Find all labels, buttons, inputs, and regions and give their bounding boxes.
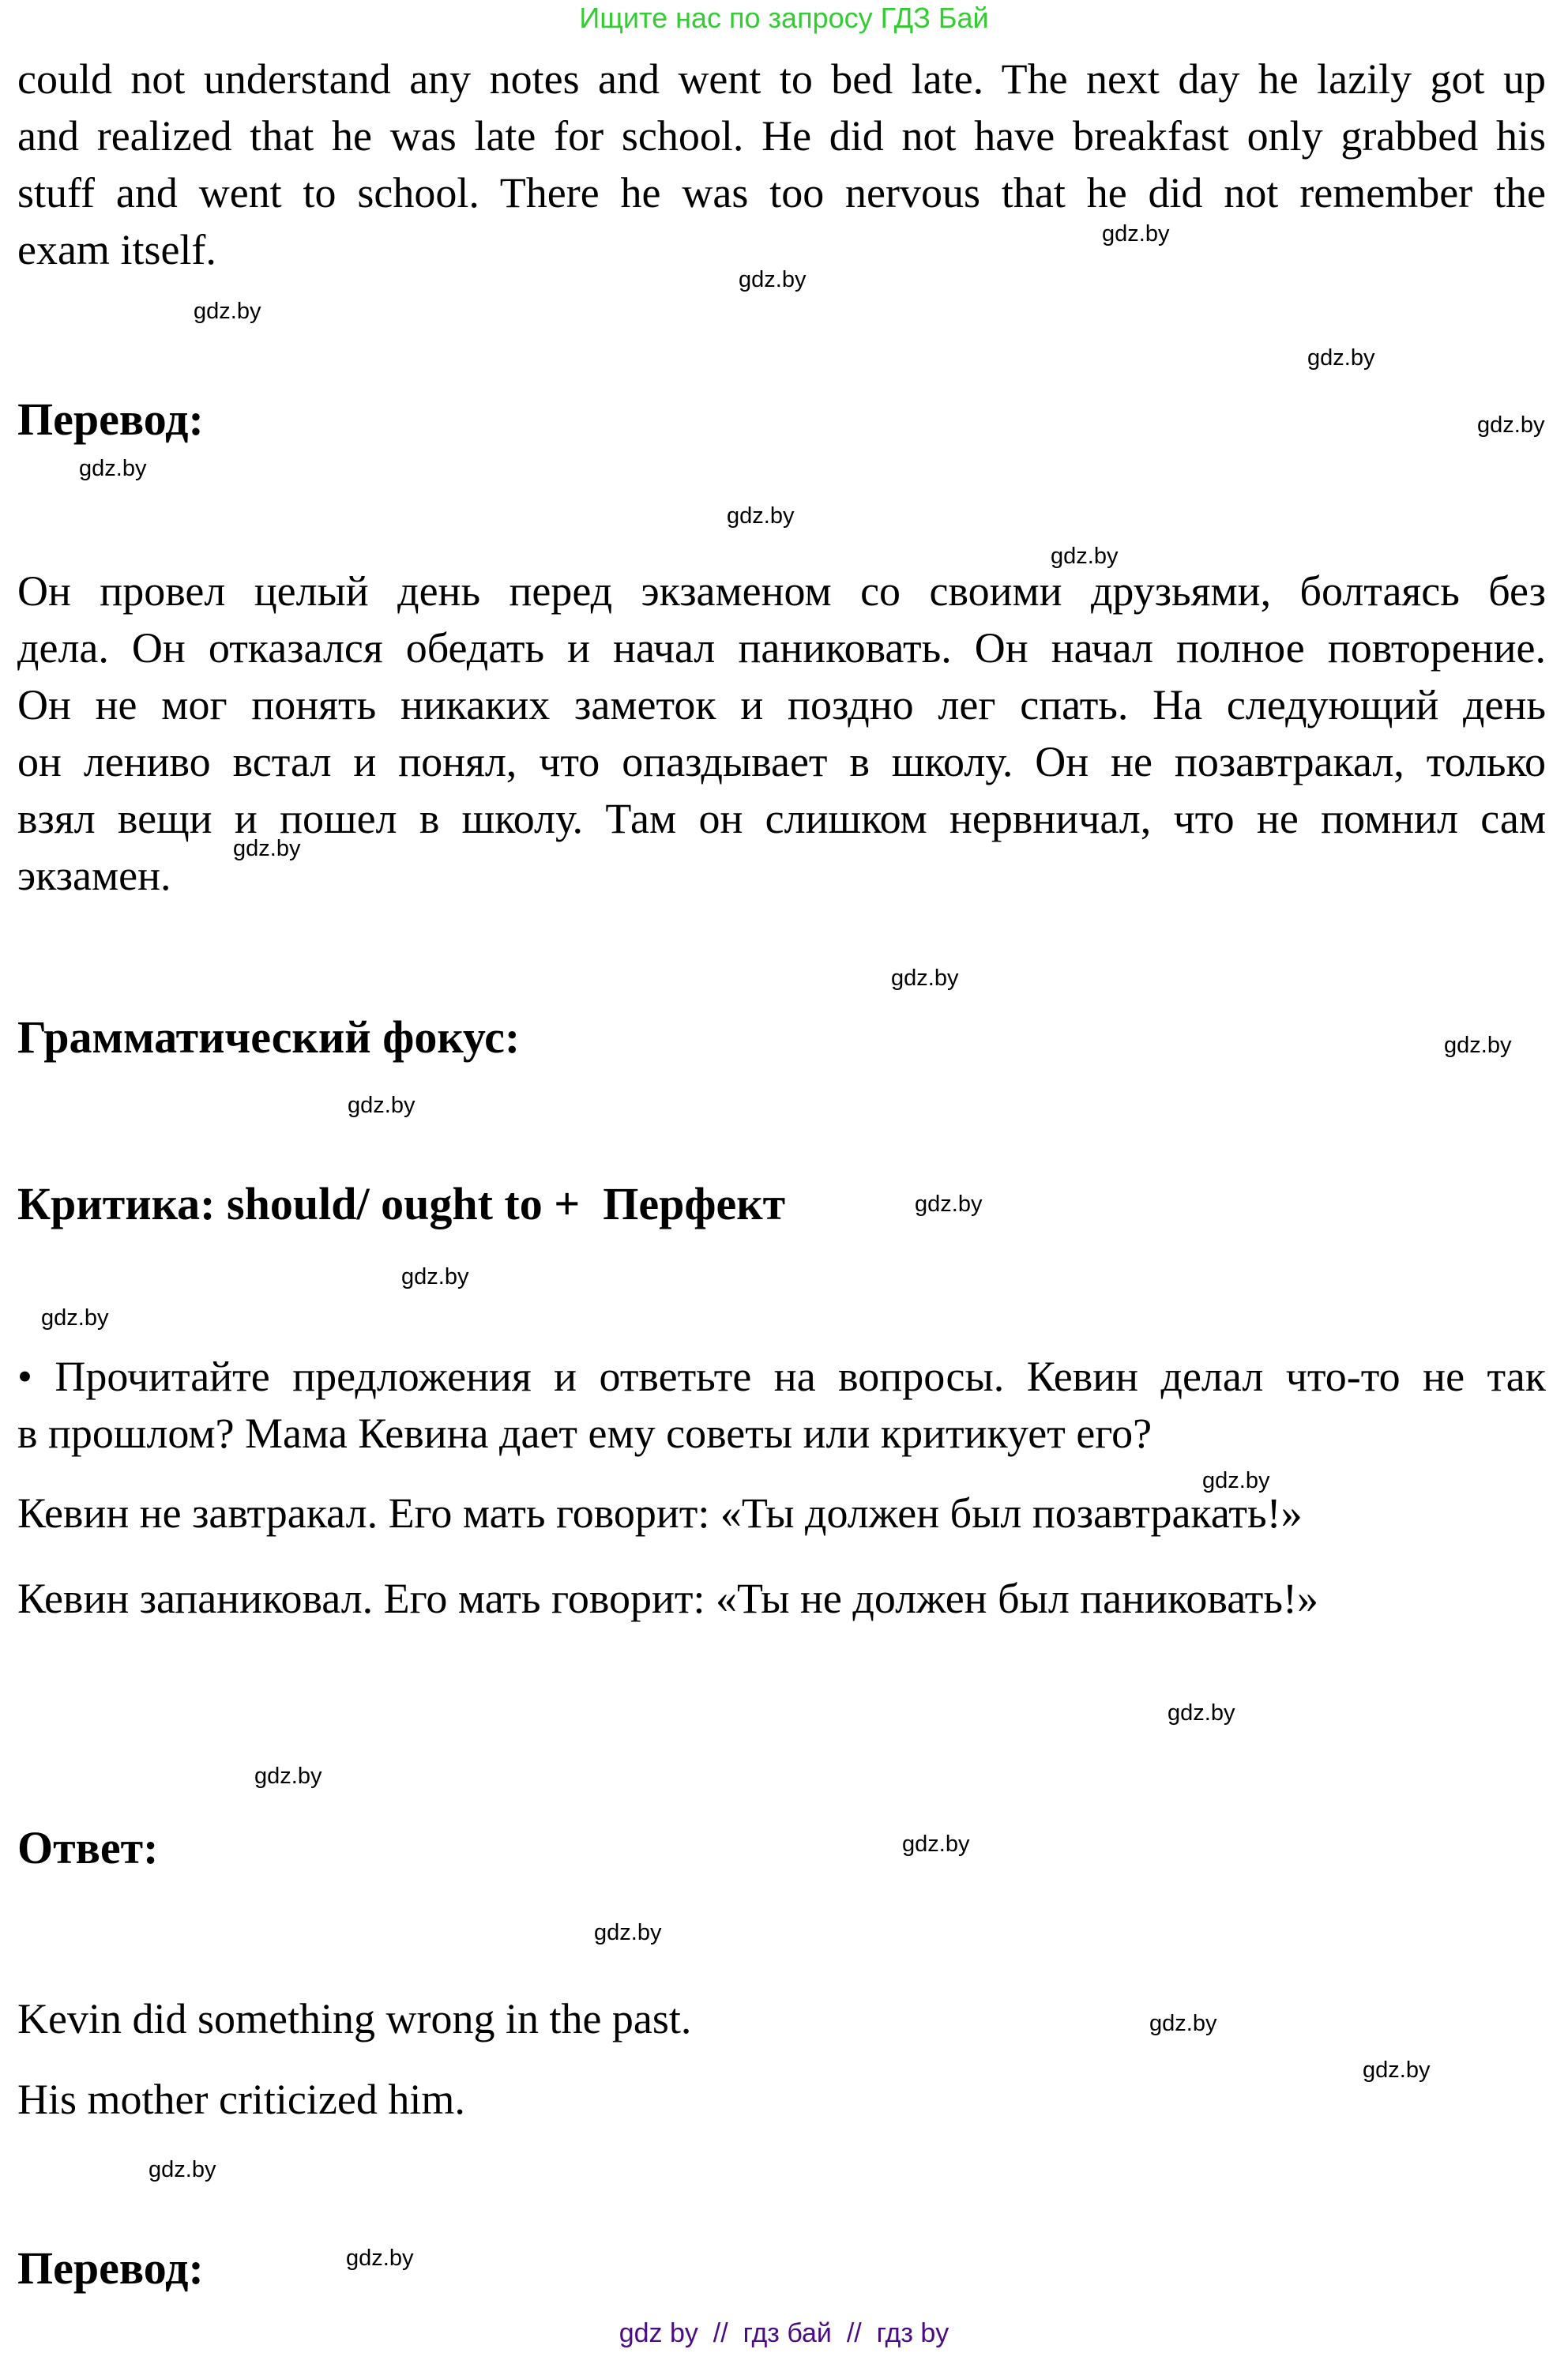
answer-heading: Ответ:	[17, 1822, 159, 1873]
gdz-watermark: gdz.by	[254, 1764, 322, 1789]
gdz-watermark: gdz.by	[1202, 1468, 1270, 1493]
gdz-watermark: gdz.by	[727, 503, 795, 529]
gdz-watermark: gdz.by	[1444, 1033, 1512, 1058]
gdz-watermark: gdz.by	[79, 456, 147, 481]
gdz-watermark: gdz.by	[149, 2157, 216, 2182]
gdz-watermark: gdz.by	[915, 1192, 983, 1217]
text-line: Он не мог понять никаких заметок и поздно лег спать. На следующий день	[17, 681, 1546, 728]
english-paragraph	[17, 51, 1546, 278]
gdz-watermark: gdz.by	[401, 1264, 469, 1289]
text-line: stuff and went to school. There he was too nervous that he did not remember the	[17, 169, 1546, 216]
translation-heading-1: Перевод:	[17, 393, 204, 445]
answer-line-2: His mother criticized him.	[17, 2076, 465, 2123]
text-line: • Прочитайте предложения и ответьте на вопросы. Кевин делал что-то не так	[17, 1353, 1546, 1400]
gdz-watermark: gdz.by	[1307, 345, 1375, 371]
text-line: он лениво встал и понял, что опаздывает в школу. Он не позавтракал, только	[17, 738, 1546, 785]
task-instruction-paragraph	[17, 1348, 1546, 1462]
gdz-watermark: gdz.by	[233, 836, 301, 861]
text-line: дела. Он отказался обедать и начал паниковать. Он начал полное повторение.	[17, 624, 1546, 672]
grammar-focus-heading: Грамматический фокус:	[17, 1011, 521, 1063]
gdz-watermark: gdz.by	[594, 1920, 662, 1945]
site-footer: gdz by // гдз бай // гдз by	[619, 2318, 949, 2348]
translation-heading-2: Перевод:	[17, 2242, 204, 2294]
gdz-watermark: gdz.by	[902, 1832, 970, 1857]
gdz-watermark: gdz.by	[41, 1305, 109, 1331]
gdz-watermark: gdz.by	[1102, 221, 1170, 247]
text-line: exam itself.	[17, 226, 216, 273]
answer-line-1: Kevin did something wrong in the past.	[17, 1995, 692, 2042]
text-line: Он провел целый день перед экзаменом со своими друзьями, болтаясь без	[17, 567, 1546, 615]
gdz-watermark: gdz.by	[1051, 544, 1119, 569]
critique-rule-heading: Критика: should/ ought to + Перфект	[17, 1178, 786, 1229]
text-line: could not understand any notes and went to bed late. The next day he lazily got up	[17, 55, 1546, 103]
gdz-watermark: gdz.by	[1363, 2057, 1431, 2083]
text-line: в прошлом? Мама Кевина дает ему советы или критикует его?	[17, 1410, 1152, 1457]
text-line: экзамен.	[17, 852, 171, 899]
promo-header: Ищите нас по запросу ГДЗ Бай	[579, 2, 989, 34]
gdz-watermark: gdz.by	[194, 299, 261, 324]
text-line: взял вещи и пошел в школу. Там он слишком нервничал, что не помнил сам	[17, 795, 1546, 842]
gdz-watermark: gdz.by	[1149, 2011, 1217, 2036]
gdz-watermark: gdz.by	[739, 267, 807, 292]
text-line: and realized that he was late for school. He did not have breakfast only grabbed his	[17, 112, 1546, 160]
example-sentence-2: Кевин запаниковал. Его мать говорит: «Ты не должен был паниковать!»	[17, 1575, 1318, 1622]
example-sentence-1: Кевин не завтракал. Его мать говорит: «Ты должен был позавтракать!»	[17, 1489, 1303, 1537]
gdz-watermark: gdz.by	[1477, 412, 1545, 438]
gdz-watermark: gdz.by	[348, 1093, 416, 1118]
gdz-watermark: gdz.by	[1168, 1700, 1235, 1726]
gdz-watermark: gdz.by	[346, 2246, 414, 2271]
gdz-watermark: gdz.by	[891, 966, 959, 991]
